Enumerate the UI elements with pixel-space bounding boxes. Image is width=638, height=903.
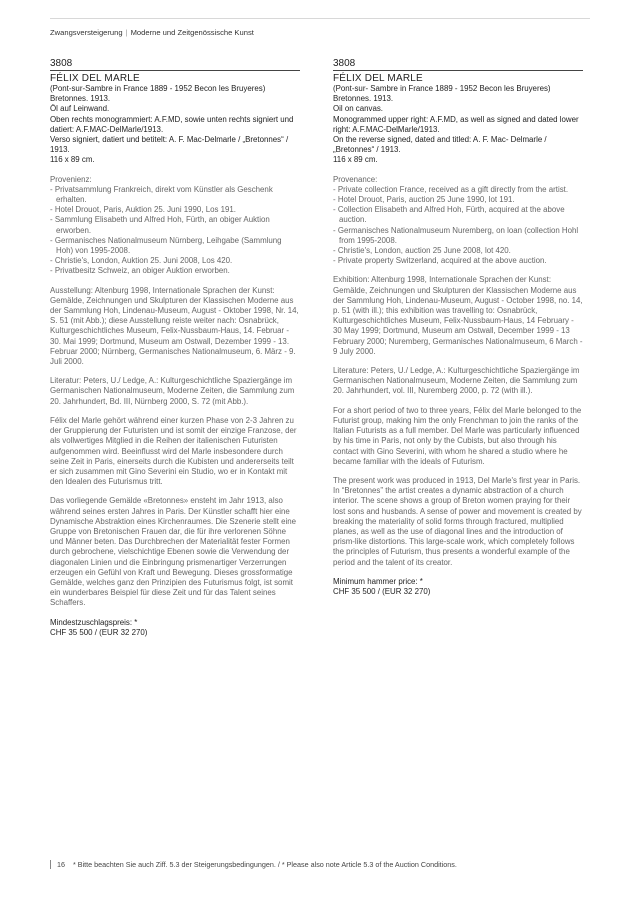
provenance-item: - Sammlung Elisabeth und Alfred Hoh, Fürth, an obiger Auktion erworben. [50, 215, 270, 235]
page-header [50, 28, 590, 37]
provenance-item: - Privatsammlung Frankreich, direkt vom Künstler als Geschenk erhalten. [50, 184, 273, 205]
provenance-item: - Privatbesitz Schweiz, an obiger Auktion erworben. [50, 266, 230, 276]
description-paragraph: The present work was produced in 1913, Del Marle's first year in Paris. In “Bretonnes” the artist creates a dynamic abstraction of a church interior. The scene shows a group of Breton women praying for their lost sons and husbands. A sense of power and movement is created by breaking the materiality of solid forms through fractured, multiplied planes, as well as the use of diagonal lines and the introduction of prism-like distortions. This large-scale work, which completely follows the principles of Futurism, thus presents a wonderful example of the period and the talent of its creator. [333, 475, 582, 567]
artist-dates: (Pont-sur- Sambre in France 1889 - 1952 Becon les Bruyeres) [333, 84, 551, 93]
german-column [50, 58, 300, 638]
artwork-title: Bretonnes. 1913. [50, 94, 111, 104]
price-value: CHF 35 500 / (EUR 32 270) [50, 627, 148, 637]
description-paragraph: For a short period of two to three years, Félix del Marle belonged to the Futurist group, making him the only Frenchman to join the ranks of the Italian Futurists as a full member. Del Marle was particularly influenced by his time in Paris, not only by the Cubists, but also through his contact with Gino Severini, with whom he shared a studio where he became familiar with the ideals of Futurism. [333, 405, 582, 466]
provenance-item: - Germanisches Nationalmuseum Nürnberg, Leihgabe (Sammlung Hoh) von 1995-2008. [50, 235, 282, 256]
provenance-item: - Private property Switzerland, acquired at the above auction. [333, 256, 547, 266]
literature-text: Literature: Peters, U./ Ledge, A.: Kulturgeschichtliche Spaziergänge im Germanischen Nationalmuseum, Moderne Zeiten, die Sammlung zum 20. Jahrhundert, vol. III, Nuremberg 2000, p. 72 (with ill.). [333, 366, 580, 396]
provenance-item: - Germanisches Nationalmuseum Nuremberg, on loan (collection Hohl from 1995-2008. [333, 225, 579, 245]
artist-dates: (Pont-sur-Sambre in France 1889 - 1952 Becon les Bruyeres) [50, 84, 266, 93]
artwork-dimensions: 116 x 89 cm. [333, 155, 378, 165]
provenance-item: - Christie's, London, auction 25 June 2008, lot 420. [333, 246, 511, 256]
footer-note: * Bitte beachten Sie auch Ziff. 5.3 der Steigerungsbedingungen. / * Please also note Article 5.3 of the Auction Conditions. [73, 860, 457, 869]
page-number: 16 [50, 860, 65, 869]
provenance-label: Provenance: [333, 174, 378, 184]
provenance-label: Provenienz: [50, 174, 92, 184]
provenance-item: - Private collection France, received as a gift directly from the artist. [333, 184, 569, 194]
description-paragraph: Félix del Marle gehört während einer kurzen Phase von 2-3 Jahren zu der Gruppierung der Futuristen und ist somit der einzige Franzose, der als vollwertiges Mitglied in die Reihen der italienischen Futuristen aufgenommen wird. Beeinflusst wird del Marle insbesondere durch seine Zeit in Paris, einerseits durch die Kubisten und andererseits teilt er sich zusammen mit Gino Severini ein Studio, wo er in Kontakt mit den Idealen des Futurismus tritt. [50, 415, 297, 487]
provenance-item: - Hotel Drouot, Paris, auction 25 June 1990, lot 191. [333, 195, 515, 205]
artwork-signature: Monogrammed upper right: A.F.MD, as well as signed and dated lower right: A.F.MAC-DelMarle/1913. [333, 114, 579, 134]
artwork-title: Bretonnes. 1913. [333, 94, 394, 104]
literature-text: Literatur: Peters, U./ Ledge, A.: Kulturgeschichtliche Spaziergänge im Germanischen Nationalmuseum, Moderne Zeiten, die Sammlung zum 20. Jahrhundert, Bd. III, Nürnberg 2000, S. 72 (mit Abb.). [50, 376, 295, 406]
provenance-item: - Christie's, London, Auktion 25. Juni 2008, Los 420. [50, 256, 233, 266]
lot-number: 3808 [333, 58, 356, 69]
header-rule [50, 18, 590, 19]
header-section: Zwangsversteigerung [50, 28, 123, 37]
price-label: Minimum hammer price: * [333, 576, 423, 586]
artwork-verso: On the reverse signed, dated and titled: A. F. Mac- Delmarle / „Bretonnes“ / 1913. [333, 135, 547, 155]
artwork-medium: Öl auf Leinwand. [50, 104, 110, 114]
artwork-dimensions: 116 x 89 cm. [50, 155, 95, 165]
english-column [333, 58, 583, 597]
price-label: Mindestzuschlagspreis: * [50, 617, 138, 627]
exhibition-text: Exhibition: Altenburg 1998, Internationale Sprachen der Kunst: Gemälde, Zeichnungen und Skulpturen der Klassischen Moderne aus der Sammlung Hoh, Lindenau-Museum, August - October 1998, no. 14, p. 51 (with ill.); this exhibition was travelling to: Osnabrück, Kulturgeschichtliches Museum, Felix-Nussbaum-Haus, 14 February - 30 May 1999; Dortmund, Museum am Ostwall, December 1999 - 13 February 2000; Nuremberg, Germanisches Nationalmuseum, 6 March - 9 July 2000. [333, 275, 583, 356]
price-value: CHF 35 500 / (EUR 32 270) [333, 586, 431, 596]
artist-name: FÉLIX DEL MARLE [333, 73, 423, 84]
lot-rule [50, 70, 300, 71]
artist-name: FÉLIX DEL MARLE [50, 73, 140, 84]
lot-number: 3808 [50, 58, 73, 69]
provenance-item: - Collection Elisabeth and Alfred Hoh, Fürth, acquired at the above auction. [333, 205, 565, 225]
lot-rule [333, 70, 583, 71]
artwork-signature: Oben rechts monogrammiert: A.F.MD, sowie unten rechts signiert und datiert: A.F.MAC-DelMarle/1913. [50, 114, 294, 134]
header-category: Moderne und Zeitgenössische Kunst [130, 28, 254, 37]
artwork-verso: Verso signiert, datiert und betitelt: A. F. Mac-Delmarle / „Bretonnes“ / 1913. [50, 135, 289, 155]
page-footer [50, 860, 590, 869]
description-paragraph: Das vorliegende Gemälde «Bretonnes» ensteht im Jahr 1913, also während seines ersten Jahres in Paris. Der Künstler schafft hier eine Dynamische Abstraktion eines Kirchenraumes. Die Szenerie stellt eine Gruppe von Bretonischen Frauen dar, die für ihre verlorenen Söhne und Männer beten. Das Durchbrechen der Materialität fester Formen durch gebrochene, vielschichtige Ebenen sowie die Verwendung der diagonalen Linien und die Einbringung prismenartiger Verzerrungen erzeugen ein Gefühl von Kraft und Bewegung. Dieses grossformatige Gemälde, welches ganz den Prinzipien des Futurismus folgt, ist somit ein wunderbares Beispiel für diese Zeit und für das Talent seines Schaffers. [50, 496, 297, 608]
header-separator: | [125, 28, 128, 37]
exhibition-text: Ausstellung: Altenburg 1998, Internationale Sprachen der Kunst: Gemälde, Zeichnungen und Skulpturen der Klassischen Moderne aus der Sammlung Hoh, Lindenau-Museum, August - Oktober 1998, Nr. 14, S. 51 (mit Abb.); diese Ausstellung reiste weiter nach: Osnabrück, Kulturgeschichtliches Museum, Felix-Nussbaum-Haus, 14. Februar - 30. Mai 1999; Dortmund, Museum am Ostwall, Dezember 1999 - 13. Februar 2000; Nürnberg, Germanisches Nationalmuseum, 6. März - 9. Juli 2000. [50, 285, 299, 367]
provenance-item: - Hotel Drouot, Paris, Auktion 25. Juni 1990, Los 191. [50, 205, 236, 215]
artwork-medium: Oil on canvas. [333, 104, 383, 114]
